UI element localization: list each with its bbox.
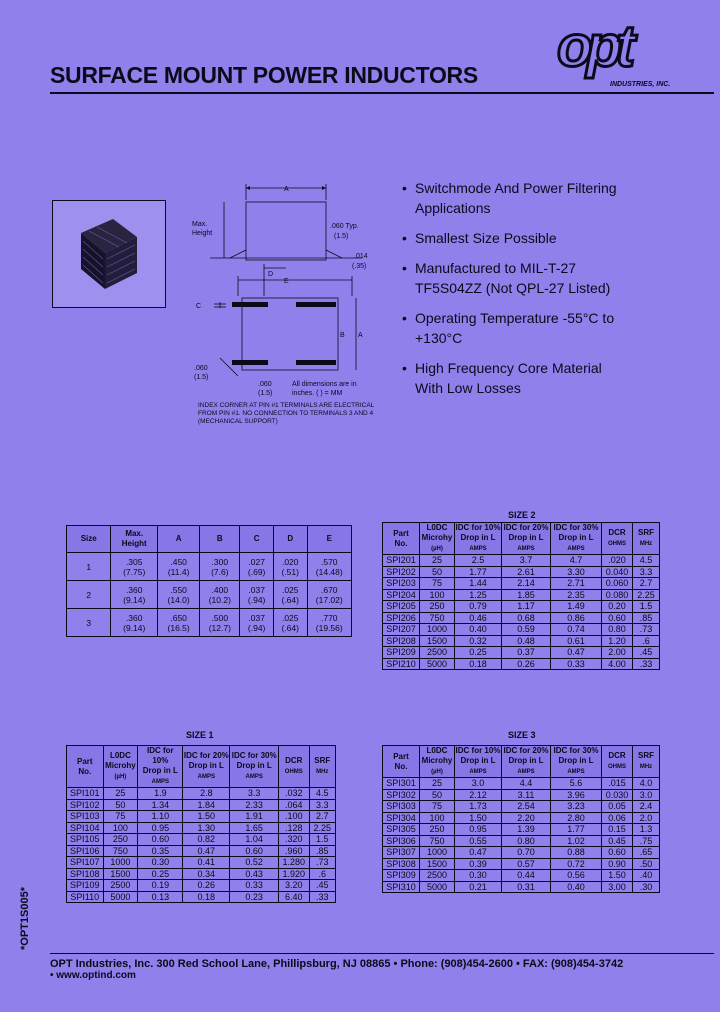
table-cell: 2.54 [502,801,551,813]
table-cell: 0.35 [138,845,183,857]
table-cell: 2500 [420,647,455,659]
table-cell: 75 [103,811,138,823]
table-cell: 0.45 [602,835,633,847]
table-cell: 3.7 [502,555,551,567]
table-cell: 0.70 [502,847,551,859]
table-cell: 750 [420,612,455,624]
dim-15: (1.5) [334,233,349,240]
table-cell: 250 [420,601,455,613]
footer-address: OPT Industries, Inc. 300 Red School Lane, Phillipsburg, NJ 08865 • Phone: (908)454-2600 • FAX: (908)454-3742 [50,958,624,970]
table-cell: 0.21 [455,881,502,893]
size3-table: Part No. L0DC Microhy (µH) IDC for 10% Drop in L AMPS IDC for 20% Drop in L AMPS IDC for 30% Drop in L AMPS DCR OHMS SRF MHz SPI301 25 3.0 4.4 5.6 .015 4.0 SPI302 50 2.12 3.11 3.96 0.030 3.0 SPI303 75 1.73 2.54 3.23 0.05 2.4 SPI304 100 1.50 2.20 2.80 0.06 2.0 SPI305 250 0.95 1.39 1.77 0.15 1.3 SPI306 750 0.55 0.80 1.02 0.45 .75 SPI307 1000 0.47 0.70 0.88 0.60 .65 SPI308 1500 0.39 0.57 0.72 0.90 .50 SPI309 2500 0.30 0.44 0.56 1.50 .40 SPI310 5000 0.21 0.31 0.40 3.00 .30 [382,745,660,893]
table-cell: 0.030 [602,789,633,801]
table-cell: 3.3 [633,566,660,578]
table-cell: 0.88 [551,847,602,859]
table-cell: .33 [309,891,335,903]
feature-list [402,178,712,408]
table-cell: 1500 [103,868,138,880]
table-cell: 3.96 [551,789,602,801]
table-cell: 5.6 [551,778,602,790]
table-row [383,801,660,813]
table-row [67,891,336,903]
table-row [383,789,660,801]
table-cell: 0.33 [551,658,602,670]
table-cell: SPI209 [383,647,420,659]
table-cell: 1.920 [279,868,309,880]
table-row [67,857,336,869]
table-cell: 750 [420,835,455,847]
table-cell: SPI110 [67,891,104,903]
dim-35: (.35) [352,263,367,270]
table-cell: .6 [309,868,335,880]
table-cell: SPI304 [383,812,420,824]
table-cell: 0.44 [502,870,551,882]
table-cell: .85 [309,845,335,857]
table-cell: 0.47 [455,847,502,859]
table-cell: 5000 [420,881,455,893]
table-cell: SPI302 [383,789,420,801]
table-cell: 2.12 [455,789,502,801]
table-cell: .032 [279,788,309,800]
table-cell: 4.5 [633,555,660,567]
table-cell: SPI201 [383,555,420,567]
label-d: D [268,271,274,278]
table-cell: 3.3 [230,788,279,800]
table-row [383,566,660,578]
table-cell: 0.40 [455,624,502,636]
table-cell: 1.50 [183,811,230,823]
table-cell: 0.26 [183,880,230,892]
footer-website: • www.optind.com [50,970,136,981]
table-cell: .064 [279,799,309,811]
table-cell: 2.7 [633,578,660,590]
table-cell: 0.26 [502,658,551,670]
table-cell: .50 [633,858,660,870]
table-cell: 0.40 [551,881,602,893]
table-row: 2 .360 (9.14) .550 (14.0) .400 (10.2) .037 (.94) .025 (.64) .670 (17.02) [67,581,352,609]
table-row [67,834,336,846]
table-cell: 0.57 [502,858,551,870]
table-cell: 1.85 [502,589,551,601]
table-cell: 2.33 [230,799,279,811]
table-cell: 3.3 [309,799,335,811]
table-cell: 75 [420,801,455,813]
table-cell: 1.44 [455,578,502,590]
table-cell: 0.47 [183,845,230,857]
table-cell: 50 [103,799,138,811]
table-cell: 250 [103,834,138,846]
table-cell: 2.0 [633,812,660,824]
table-cell: 0.41 [183,857,230,869]
table-cell: 4.7 [551,555,602,567]
table-cell: .100 [279,811,309,823]
table-cell: .73 [309,857,335,869]
size3-label: SIZE 3 [508,730,536,740]
table-cell: 75 [420,578,455,590]
table-cell: 0.040 [602,566,633,578]
table-cell: SPI102 [67,799,104,811]
table-cell: 6.40 [279,891,309,903]
table-cell: SPI106 [67,845,104,857]
table-row [67,799,336,811]
feature-item: • Switchmode And Power Filtering Applications [402,180,617,216]
dim-15a: (1.5) [194,374,209,381]
table-cell: SPI205 [383,601,420,613]
table-row [67,868,336,880]
feature-item: • Operating Temperature -55°C to +130°C [402,310,615,346]
table-cell: .75 [633,835,660,847]
table-cell: 0.15 [602,824,633,836]
table-cell: 0.32 [455,635,502,647]
table-cell: 0.48 [502,635,551,647]
table-cell: 1.04 [230,834,279,846]
table-row [383,658,660,670]
dim-15b: (1.5) [258,390,273,397]
table-cell: 1.9 [138,788,183,800]
table-cell: 2.80 [551,812,602,824]
table-cell: 1.30 [183,822,230,834]
table-cell: 2500 [420,870,455,882]
table-cell: SPI303 [383,801,420,813]
table-row [67,811,336,823]
table-cell: 2.5 [455,555,502,567]
table-cell: 1.77 [551,824,602,836]
table-cell: 0.80 [602,624,633,636]
table-row [67,822,336,834]
table-cell: 0.80 [502,835,551,847]
dim-060b: .060 [258,381,272,388]
table-cell: 1500 [420,858,455,870]
table-cell: SPI308 [383,858,420,870]
table-cell: 1.5 [633,601,660,613]
table-cell: 1.49 [551,601,602,613]
table-row [383,624,660,636]
table-cell: 1.50 [455,812,502,824]
table-cell: 0.72 [551,858,602,870]
table-row [383,881,660,893]
table-cell: 1.10 [138,811,183,823]
title-rule [50,92,714,94]
table-cell: .128 [279,822,309,834]
table-cell: 0.82 [183,834,230,846]
size-dimension-table: Size Max. Height A B C D E 1 .305 (7.75) .450 (11.4) .300 (7.6) .027 (.69) .020 (.51) .570 (14.48) 2 .360 (9.14) .550 (14.0) .400 (10.2) .037 (.94) .025 (.64) .670 (17.02) 3 .360 (9.14) .650 (16.5) .500 (12.7) .037 (.94) .025 (.64) .770 (19.56) [66,525,352,637]
table-row [67,880,336,892]
table-cell: 4.4 [502,778,551,790]
table-cell: 5000 [420,658,455,670]
table-cell: SPI208 [383,635,420,647]
table-cell: SPI307 [383,847,420,859]
table-cell: SPI105 [67,834,104,846]
table-cell: 0.43 [230,868,279,880]
table-row: 3 .360 (9.14) .650 (16.5) .500 (12.7) .037 (.94) .025 (.64) .770 (19.56) [67,609,352,637]
table-cell: 0.05 [602,801,633,813]
table-cell: .33 [633,658,660,670]
table-cell: 0.080 [602,589,633,601]
table-row [383,578,660,590]
inductor-photo [53,201,165,307]
table-cell: 1.91 [230,811,279,823]
table-cell: 1.73 [455,801,502,813]
table-cell: SPI210 [383,658,420,670]
table-cell: 1.39 [502,824,551,836]
table-cell: SPI204 [383,589,420,601]
table-cell: 1.84 [183,799,230,811]
label-e: E [284,278,289,285]
table-row [383,635,660,647]
table-cell: 0.60 [602,612,633,624]
feature-item: • Smallest Size Possible [402,230,557,246]
table-cell: 0.25 [138,868,183,880]
table-cell: SPI206 [383,612,420,624]
table-cell: 2.25 [309,822,335,834]
label-a-side: A [358,332,363,339]
table-row: 1 .305 (7.75) .450 (11.4) .300 (7.6) .027 (.69) .020 (.51) .570 (14.48) [67,553,352,581]
table-cell: 2.71 [551,578,602,590]
table-cell: 0.46 [455,612,502,624]
table-cell: .65 [633,847,660,859]
table-cell: 0.68 [502,612,551,624]
table-cell: 0.95 [138,822,183,834]
table-cell: 2.35 [551,589,602,601]
table-cell: 4.00 [602,658,633,670]
table-cell: SPI104 [67,822,104,834]
table-cell: 2.14 [502,578,551,590]
table-cell: SPI306 [383,835,420,847]
table-cell: 0.47 [551,647,602,659]
table-cell: 1000 [420,624,455,636]
table-cell: 1.280 [279,857,309,869]
table-cell: .020 [602,555,633,567]
table-cell: 0.18 [455,658,502,670]
table-cell: 0.60 [230,845,279,857]
table-row [383,612,660,624]
size2-label: SIZE 2 [508,510,536,520]
table-row [383,847,660,859]
table-cell: 1500 [420,635,455,647]
feature-item: • Manufactured to MIL-T-27 TF5S04ZZ (Not QPL-27 Listed) [402,260,611,296]
table-cell: 100 [103,822,138,834]
opt-logo [555,14,695,84]
dim-014: .014 [354,253,368,260]
table-cell: 100 [420,589,455,601]
table-cell: 0.19 [138,880,183,892]
table-cell: 1.25 [455,589,502,601]
feature-item: • High Frequency Core Material With Low Losses [402,360,602,396]
table-cell: 0.18 [183,891,230,903]
table-cell: 100 [420,812,455,824]
table-cell: 0.74 [551,624,602,636]
table-cell: 4.0 [633,778,660,790]
dimension-diagram [180,180,390,430]
table-cell: 0.90 [602,858,633,870]
size2-table: Part No. L0DC Microhy (µH) IDC for 10% Drop in L AMPS IDC for 20% Drop in L AMPS IDC for 30% Drop in L AMPS DCR OHMS SRF MHz SPI201 25 2.5 3.7 4.7 .020 4.5 SPI202 50 1.77 2.61 3.30 0.040 3.3 SPI203 75 1.44 2.14 2.71 0.060 2.7 SPI204 100 1.25 1.85 2.35 0.080 2.25 SPI205 250 0.79 1.17 1.49 0.20 1.5 SPI206 750 0.46 0.68 0.86 0.60 .85 SPI207 1000 0.40 0.59 0.74 0.80 .73 SPI208 1500 0.32 0.48 0.61 1.20 .6 SPI209 2500 0.25 0.37 0.47 2.00 .45 SPI210 5000 0.18 0.26 0.33 4.00 .33 [382,522,660,670]
table-cell: 0.06 [602,812,633,824]
max-height-label: Max. [192,221,208,228]
logo-text: opt [557,14,630,79]
footer-rule [50,953,714,954]
all-dims: All dimensions are in [292,381,357,388]
table-cell: 2500 [103,880,138,892]
table-row [383,647,660,659]
table-cell: 1.50 [602,870,633,882]
table-cell: 3.00 [602,881,633,893]
table-cell: 2.4 [633,801,660,813]
table-cell: 0.30 [455,870,502,882]
table-cell: .6 [633,635,660,647]
table-row [383,824,660,836]
table-cell: 0.55 [455,835,502,847]
table-cell: 0.31 [502,881,551,893]
table-cell: 0.56 [551,870,602,882]
table-cell: 1.17 [502,601,551,613]
table-row [383,601,660,613]
dim-060-typ: .060 Typ. [330,223,359,230]
side-code [2,800,42,960]
table-cell: .85 [633,612,660,624]
table-cell: 3.23 [551,801,602,813]
table-cell: 3.0 [633,789,660,801]
table-cell: 0.61 [551,635,602,647]
table-cell: 0.060 [602,578,633,590]
table-cell: 0.52 [230,857,279,869]
table-cell: 2.8 [183,788,230,800]
table-row [67,788,336,800]
table-cell: 0.95 [455,824,502,836]
table-cell: SPI310 [383,881,420,893]
table-cell: 0.86 [551,612,602,624]
table-cell: SPI203 [383,578,420,590]
table-cell: .30 [633,881,660,893]
table-cell: SPI109 [67,880,104,892]
table-cell: 2.00 [602,647,633,659]
table-cell: 1.3 [633,824,660,836]
table-cell: SPI202 [383,566,420,578]
table-row [383,835,660,847]
table-cell: 3.0 [455,778,502,790]
table-cell: 1000 [420,847,455,859]
table-cell: 5000 [103,891,138,903]
table-cell: 0.60 [602,847,633,859]
table-cell: 2.25 [633,589,660,601]
table-cell: 50 [420,566,455,578]
page-title: SURFACE MOUNT POWER INDUCTORS [50,62,478,88]
table-cell: 25 [420,555,455,567]
table-cell: 0.23 [230,891,279,903]
table-cell: 25 [420,778,455,790]
table-row [67,845,336,857]
table-cell: 1.5 [309,834,335,846]
label-a: A [284,186,289,193]
table-cell: SPI108 [67,868,104,880]
table-cell: 0.30 [138,857,183,869]
table-cell: .73 [633,624,660,636]
table-cell: 1.20 [602,635,633,647]
table-cell: 3.20 [279,880,309,892]
dim-060a: .060 [194,365,208,372]
table-cell: 4.5 [309,788,335,800]
all-dims2: inches. ( ) = MM [292,390,343,397]
table-cell: SPI101 [67,788,104,800]
table-cell: 2.7 [309,811,335,823]
table-cell: .960 [279,845,309,857]
table-cell: 25 [103,788,138,800]
table-cell: 250 [420,824,455,836]
table-cell: .45 [633,647,660,659]
table-cell: .45 [309,880,335,892]
table-cell: 0.37 [502,647,551,659]
table-cell: 0.60 [138,834,183,846]
table-row [383,778,660,790]
logo-subtitle: INDUSTRIES, INC. [610,81,671,88]
table-cell: 50 [420,789,455,801]
table-row [383,870,660,882]
diagram-note: INDEX CORNER AT PIN #1 TERMINALS ARE ELECTRICAL FROM PIN #1. NO CONNECTION TO TERMINALS 3 AND 4 (MECHANICAL SUPPORT) [198,402,375,425]
table-cell: 0.79 [455,601,502,613]
table-cell: 3.30 [551,566,602,578]
table-row [383,858,660,870]
table-cell: 0.20 [602,601,633,613]
table-cell: 1.65 [230,822,279,834]
table-cell: 1.34 [138,799,183,811]
table-row [383,589,660,601]
size1-table: Part No. L0DC Microhy (µH) IDC for 10% Drop in L AMPS IDC for 20% Drop in L AMPS IDC for 30% Drop in L AMPS DCR OHMS SRF MHz SPI101 25 1.9 2.8 3.3 .032 4.5 SPI102 50 1.34 1.84 2.33 .064 3.3 SPI103 75 1.10 1.50 1.91 .100 2.7 SPI104 100 0.95 1.30 1.65 .128 2.25 SPI105 250 0.60 0.82 1.04 .320 1.5 SPI106 750 0.35 0.47 0.60 .960 .85 SPI107 1000 0.30 0.41 0.52 1.280 .73 SPI108 1500 0.25 0.34 0.43 1.920 .6 SPI109 2500 0.19 0.26 0.33 3.20 .45 SPI110 5000 0.13 0.18 0.23 6.40 .33 [66,745,336,903]
table-cell: 0.34 [183,868,230,880]
table-cell: 0.39 [455,858,502,870]
table-cell: .320 [279,834,309,846]
table-cell: SPI107 [67,857,104,869]
table-cell: 3.11 [502,789,551,801]
max-height-label2: Height [192,230,213,237]
table-cell: 0.25 [455,647,502,659]
side-code-text: *OPT1S005* [19,887,31,950]
table-cell: SPI207 [383,624,420,636]
table-cell: 1000 [103,857,138,869]
table-cell: 0.13 [138,891,183,903]
table-cell: 1.02 [551,835,602,847]
table-cell: 750 [103,845,138,857]
table-cell: 0.33 [230,880,279,892]
table-cell: SPI305 [383,824,420,836]
table-cell: SPI301 [383,778,420,790]
label-c: C [196,303,202,310]
table-row [383,812,660,824]
table-cell: 1.77 [455,566,502,578]
table-cell: .40 [633,870,660,882]
table-row [383,555,660,567]
table-cell: 2.20 [502,812,551,824]
table-cell: 0.59 [502,624,551,636]
label-b: B [340,332,345,339]
size1-label: SIZE 1 [186,730,214,740]
table-cell: SPI103 [67,811,104,823]
table-cell: SPI309 [383,870,420,882]
table-cell: 2.61 [502,566,551,578]
inductor-photo-frame [52,200,166,308]
table-cell: .015 [602,778,633,790]
